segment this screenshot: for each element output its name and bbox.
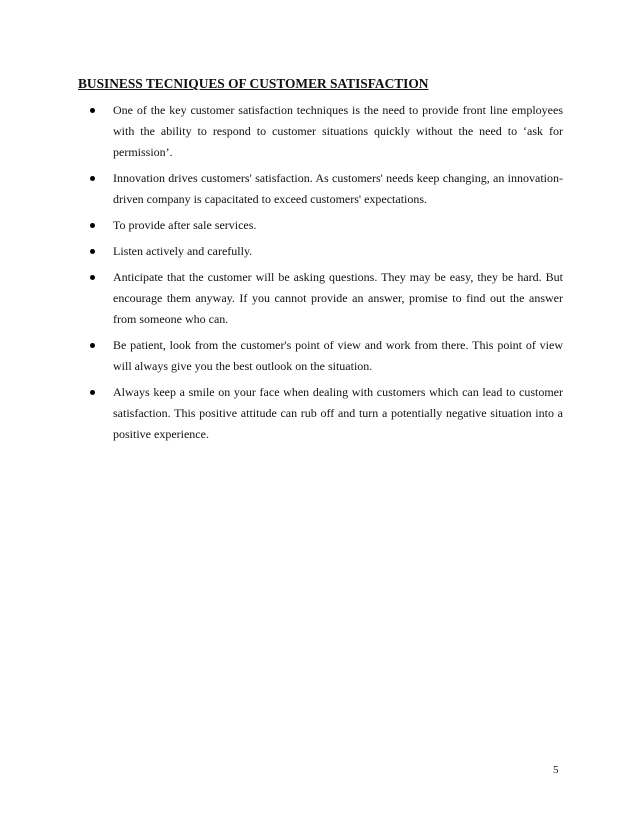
- list-item-text: Anticipate that the customer will be asking questions. They may be easy, they be hard. But encourage them anyway. If you cannot provide an answer, promise to find out the answer from someone who can.: [113, 270, 563, 326]
- list-item-text: Listen actively and carefully.: [113, 244, 253, 258]
- bullet-icon: [90, 249, 95, 254]
- bullet-icon: [90, 223, 95, 228]
- list-item: [85, 100, 563, 163]
- bullet-icon: [90, 176, 95, 181]
- list-item: [85, 382, 563, 445]
- list-item-text: One of the key customer satisfaction techniques is the need to provide front line employees with the ability to respond to customer situations quickly without the need to ‘ask for permission’.: [113, 103, 563, 159]
- bullet-icon: [90, 390, 95, 395]
- list-item: [85, 168, 563, 210]
- list-item-text: Always keep a smile on your face when dealing with customers which can lead to customer satisfaction. This positive attitude can rub off and turn a potentially negative situation into a positive experience.: [113, 385, 563, 441]
- list-item: [85, 267, 563, 330]
- page-title: BUSINESS TECNIQUES OF CUSTOMER SATISFACTION: [78, 76, 429, 91]
- list-item-text: To provide after sale services.: [113, 218, 257, 232]
- list-item-text: Be patient, look from the customer's point of view and work from there. This point of view will always give you the best outlook on the situation.: [113, 338, 563, 373]
- list-item: [85, 215, 563, 236]
- list-item: [85, 335, 563, 377]
- list-item: [85, 241, 563, 262]
- bullet-list: [85, 100, 563, 450]
- bullet-icon: [90, 343, 95, 348]
- list-item-text: Innovation drives customers' satisfaction. As customers' needs keep changing, an innovation-driven company is capacitated to exceed customers' expectations.: [113, 171, 563, 206]
- bullet-icon: [90, 108, 95, 113]
- bullet-icon: [90, 275, 95, 280]
- page-number: 5: [553, 764, 559, 776]
